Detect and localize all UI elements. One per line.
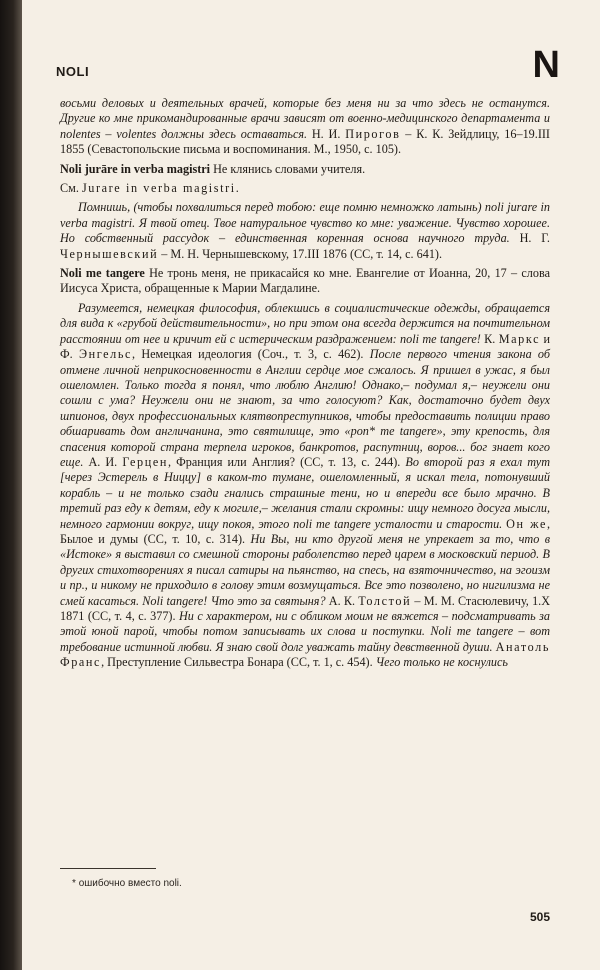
author-name: Маркс [498,331,541,346]
quotation-text: Помнишь, (чтобы похвалиться перед тобою: еще помню немножко латынь) noli jurare in verba magistri. Я твой отец. Твое натуральное чувство ко мне: уважение. Чувство хорошее. Но собственный рассудок – единственная коренная основа научного труда. [60,200,550,246]
footnote-rule [60,868,156,869]
text-paragraph [60,200,550,262]
citation-text: , Былое и думы (СС, т. 10, с. 314). [60,516,550,546]
entry-headword: Noli me tangere [60,266,145,281]
author-name: Герцен [122,454,168,469]
citation-text: и Ф. [60,331,550,362]
citation-text: , Немецкая идеология (Соч., т. 3, с. 462). [132,347,370,362]
page-number: 505 [530,910,551,924]
citation-text: Не тронь меня, не прикасайся ко мне. Евангелие от Иоанна, 20, 17 – слова Иисуса Христа, обращенные к Марии Магдалине. [60,266,550,296]
citation-text: , Франция или Англия? (СС, т. 13, с. 244). [168,454,406,469]
quotation-text: Ни Вы, ни кто другой меня не упрекает за то, что в «Истоке» я выставил со смешной стороны раболепство перед царем в московский период. В других стихотворениях я писал сатиры на пьянство, на спесь, на взяточничество, на эгоизм и пр., и никому не приходило в голову этим возмущаться. Все это позволено, но нигилизма не смей касаться. Noli tangere! Что это за святыня? [60,531,551,608]
citation-text: – М. Н. Чернышевскому, 17.III 1876 (СС, т. 14, с. 641). [158,246,443,261]
author-name: Пирогов [345,126,401,141]
entry-heading-paragraph [60,162,550,177]
quotation-text: После первого чтения закона об отмене личной неприкосновенности в Англии сердце мое сжалось. Я пришел в ужас, я был ошеломлен. Только тогда я понял, что люблю Англию! Однако,– подумал я,– неужели они сошли с ума? Неужели они не знают, за что голосуют? Как, достаточно будет двух шпионов, двух профессиональных клятвопреступников, чтобы предоставить полиции право обшаривать дом англичанина, это святилище, это «poп* me tangere», эту крепость, для спасения которой страна терпела игроков, банкротов, распутниц, воров... бог знает кого еще. [60,347,550,469]
quotation-text: Во второй раз я ехал тут [через Эстерель в Ниццу] в каком-то тумане, ошеломленный, я искал тела, потонувший корабль – и не только сзади гнались страшные тени, но и впереди все было мрачно. В третий раз еду к детям, еду к могиле,– желания стали скромны: ищу немного досуга мысли, немного гармонии вокруг, ищу покоя, этого noli me tangere усталости и старости. [60,454,550,531]
citation-text: Н. И. [307,126,346,141]
citation-text: А. И. [83,454,123,469]
citation-text: Не клянись словами учителя. [210,161,366,176]
author-name: Энгельс [78,347,133,362]
book-spine [0,0,22,970]
quotation-text: восьми деловых и деятельных врачей, которые без меня ни за что здесь не останутся. Другие ко мне прикомандированные врачи зависят от военно-медицинского департамента и nolentes – volentes должны здесь оставаться. [60,96,550,141]
entry-heading-paragraph [60,266,550,297]
citation-text: См. [60,181,82,196]
text-paragraph [60,181,550,196]
author-name: Толстой [358,593,412,608]
running-head: NOLI [56,64,90,79]
author-name: Анатоль Франс [60,639,551,670]
citation-text: А. К. [325,593,359,608]
author-name: Он же [506,516,547,531]
citation-text: Н. Г. [509,231,550,246]
citation-text: – К. К. Зейдлицу, 16–19.III 1855 (Севастопольские письма и воспоминания. М., 1950, с. 105). [60,126,550,157]
quotation-text: Чего только не коснулись [375,655,508,670]
citation-text: , Преступление Сильвестра Бонара (СС, т. 1, с. 454). [101,655,376,670]
quotation-text: Разумеется, немецкая философия, облекшись в социалистические одежды, обращается для вида к «грубой действительности», но при этом она всегда держится на почтительном расстоянии от нее и кричит ей с истерическим раздражением: noli me tangere! [60,300,550,346]
section-letter: N [532,44,560,86]
text-paragraph [60,96,550,158]
footnote-marker: * [72,878,76,889]
author-name: Jurare in verba magistri. [81,181,241,196]
entry-headword: Noli jurāre in verba magistri [60,161,211,176]
quotation-text: Ни с характером, ни с обликом моим не вяжется – подсматривать за этой юной парой, чтобы потом записывать их слова и поступки. Noli me tangere – вот требование истинной любви. Я знаю свой долг уважать тайну девственной души. [60,609,550,654]
author-name: Чернышевский [60,246,159,261]
citation-text: – М. М. Стасюлевичу, 1.X 1871 (СС, т. 4, с. 377). [60,593,551,623]
page-header [56,44,560,94]
text-paragraph [60,301,550,671]
footnote [72,878,182,889]
dictionary-body [60,96,550,675]
citation-text: К. [480,331,499,346]
footnote-text: ошибочно вместо noli. [78,878,182,889]
